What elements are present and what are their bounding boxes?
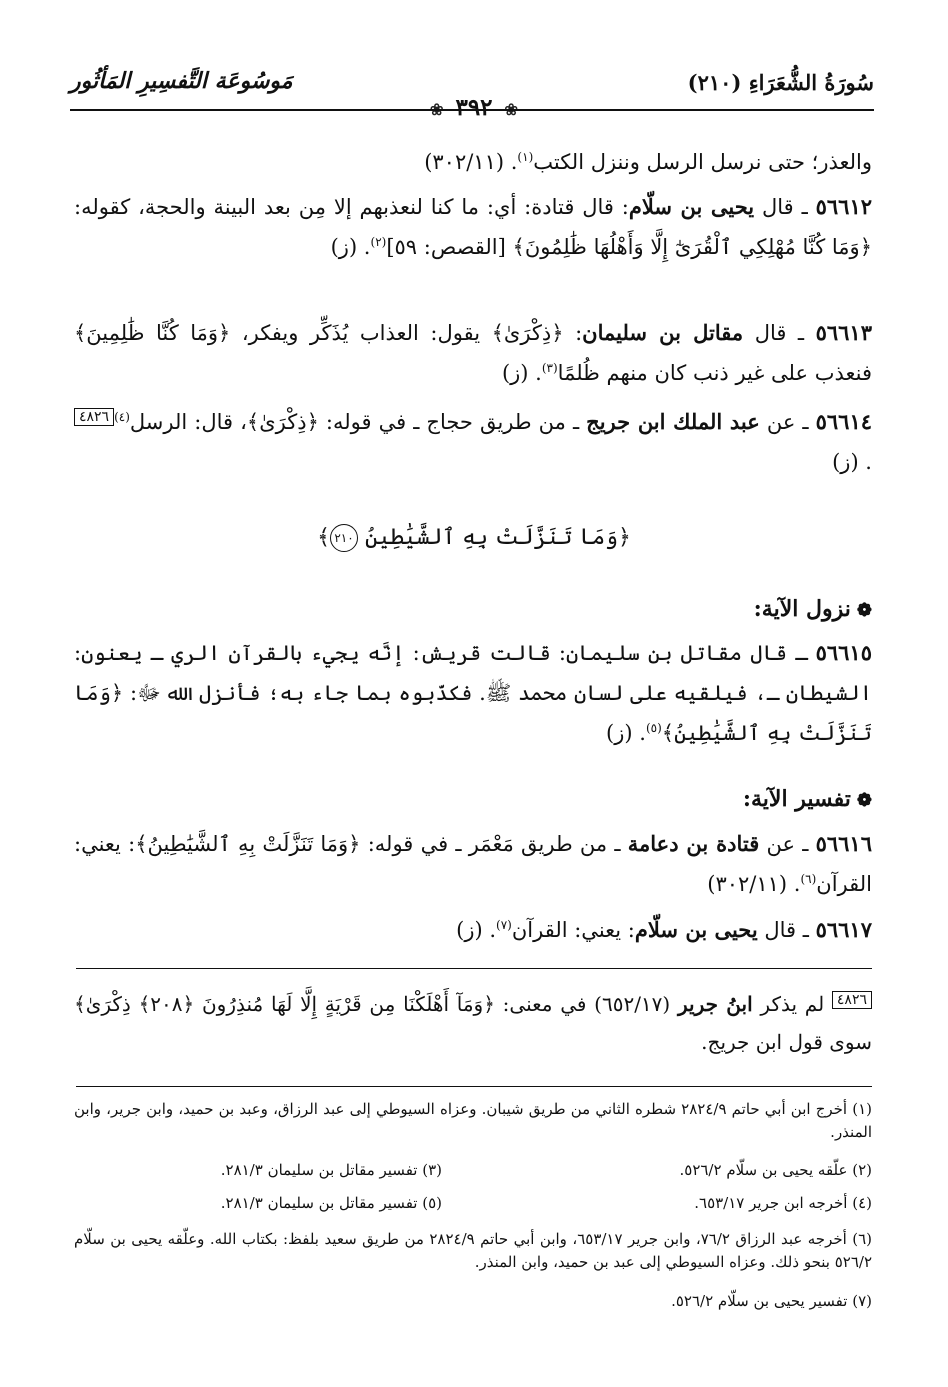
flower-icon: ❁ xyxy=(856,790,872,811)
ornament-icon: ❀ xyxy=(430,100,444,119)
footnote-5: (٥) تفسير مقاتل بن سليمان ٢٨١/٣. xyxy=(220,1194,442,1212)
footnote-ref[interactable]: (١) xyxy=(517,150,534,164)
ornament-icon: ❀ xyxy=(504,100,518,119)
footnote-rule xyxy=(76,1086,872,1087)
flower-icon: ❁ xyxy=(856,600,872,621)
narrator-name: عبد الملك ابن جريج xyxy=(586,409,760,434)
quran-quote: ﴿وَمَا تَنَزَّلَتْ بِهِ ٱلشَّيَٰطِينُ﴾ xyxy=(74,681,872,745)
page-number-row xyxy=(0,94,948,121)
narration-number: ٥٦٦١٦ xyxy=(815,831,872,856)
quran-quote: ﴿ذِكْرَىٰ﴾ xyxy=(246,410,319,434)
section-heading: ❁نزول الآية: xyxy=(753,596,872,622)
narration-number: ٥٦٦١٣ xyxy=(815,320,872,345)
narration-number: ٥٦٦١٢ xyxy=(815,194,873,219)
narrator-name: يحيى بن سلّام xyxy=(628,194,755,219)
footnote-ref[interactable]: (٣) xyxy=(541,361,558,375)
quran-quote: ﴿وَمَا كُنَّا ظَٰلِمِينَ﴾ xyxy=(74,321,231,345)
header-rule xyxy=(70,109,874,111)
ayah-text: ﴿وَمَا تَنَزَّلَتْ بِهِ ٱلشَّيَٰطِينُ xyxy=(364,525,631,550)
narration-56615: ٥٦٦١٥ ـ قال مقاتل بن سليمان: قالت قريش: إنَّه يجيء بالقرآن الري ـ يعنون: الشيطان ـ، فيلقيه على لسان محمد ﷺ. فكذّبوه بما جاء به؛ فأنزل الله ﷻ: ﴿وَمَا تَنَزَّلَتْ بِهِ ٱلشَّيَٰطِينُ﴾$^{(٥)}$. (ز) xyxy=(74,640,872,745)
note-box-number: ٤٨٢٦ xyxy=(832,991,872,1009)
narration-56612: ٥٦٦١٢ ـ قال يحيى بن سلّام: قال قتادة: أي: ما كنا لنعذبهم إلا مِن بعد البينة والحجة، كقوله: ﴿وَمَا كُنَّا مُهْلِكِي ٱلْقُرَىٰٓ إِلَّا وَأَهْلُهَا ظَٰلِمُونَ﴾ [القصص: ٥٩]$^{(٢)}$. (ز) xyxy=(74,194,873,259)
narrator-name: يحيى بن سلّام xyxy=(634,917,758,942)
section-heading: ❁تفسير الآية: xyxy=(742,786,872,812)
page-number: ٣٩٢ xyxy=(455,94,493,121)
footnote-2: (٢) علّقه يحيى بن سلّام ٥٢٦/٢. xyxy=(679,1161,872,1179)
footnote-ref[interactable]: (٦) xyxy=(800,872,817,886)
note-rule xyxy=(76,968,872,969)
footnote-ref[interactable]: (٤) xyxy=(114,410,130,424)
quran-quote: ﴿وَمَا كُنَّا مُهْلِكِي ٱلْقُرَىٰٓ إِلَّا وَأَهْلُهَا ظَٰلِمُونَ﴾ xyxy=(512,235,872,259)
editorial-note: ٤٨٢٦ لم يذكر ابنُ جرير (٦٥٢/١٧) في معنى: ﴿وَمَآ أَهْلَكْنَا مِن قَرْيَةٍ إِلَّا لَهَا مُنذِرُونَ ﴿٢٠٨﴾ ذِكْرَىٰ﴾ سوى قول ابن جريج. xyxy=(74,992,872,1054)
narrator-name: مقاتل بن سليمان xyxy=(582,320,744,345)
footnote-7: (٧) تفسير يحيى بن سلّام ٥٢٦/٢. xyxy=(671,1292,872,1310)
footnote-ref[interactable]: (٢) xyxy=(370,235,387,249)
footnote-1: (١) أخرج ابن أبي حاتم ٢٨٢٤/٩ شطره الثاني من طريق شيبان. وعزاه السيوطي إلى عبد الرزاق، وعبد بن حميد، وابن جرير، وابن المنذر. xyxy=(74,1100,873,1141)
paragraph: والعذر؛ حتى نرسل الرسل وننزل الكتب$^{(١)}$. (٣٠٢/١١) xyxy=(424,150,872,174)
narration-56616: ٥٦٦١٦ ـ عن قتادة بن دعامة ـ من طريق مَعْمَر ـ في قوله: ﴿وَمَا تَنَزَّلَتْ بِهِ ٱلشَّيَٰطِينُ﴾: يعني: القرآن$^{(٦)}$. (٣٠٢/١١) xyxy=(74,831,872,896)
footnote-ref[interactable]: (٥) xyxy=(645,721,662,735)
surah-title: سُورَةُ الشُّعَرَاءِ (٢١٠) xyxy=(687,70,874,95)
narration-number: ٥٦٦١٤ xyxy=(815,409,873,434)
narrator-name: قتادة بن دعامة xyxy=(627,831,760,856)
footnote-6: (٦) أخرجه عبد الرزاق ٧٦/٢، وابن جرير ٦٥٣/١٧، وابن أبي حاتم ٢٨٢٤/٩ من طريق سعيد بلفظ: بكتاب الله. وعلّقه يحيى بن سلّام ٥٢٦/٢ بنحو ذلك. وعزاه السيوطي إلى عبد بن حميد، وابن المنذر. xyxy=(74,1230,873,1271)
quran-quote: ﴿ذِكْرَىٰ﴾ xyxy=(491,321,564,345)
ayah-heading: ﴿وَمَا تَنَزَّلَتْ بِهِ ٱلشَّيَٰطِينُ ٢١٠﴾ xyxy=(317,525,631,550)
ayah-number-icon: ٢١٠ xyxy=(330,524,358,552)
footnote-4: (٤) أخرجه ابن جرير ٦٥٣/١٧. xyxy=(694,1194,872,1212)
narration-number: ٥٦٦١٧ xyxy=(815,917,872,942)
book-title: مَوسُوعَة التَّفسِيرِ المَأثُور xyxy=(70,68,293,94)
narration-56613: ٥٦٦١٣ ـ قال مقاتل بن سليمان: ﴿ذِكْرَىٰ﴾ يقول: العذاب يُذَكِّر ويفكر، ﴿وَمَا كُنَّا ظَٰلِمِينَ﴾ فنعذب على غير ذنب كان منهم ظُلمًا$^{(٣)}$. (ز) xyxy=(74,320,872,385)
author-name: ابنُ جرير xyxy=(677,992,753,1016)
quran-quote: ﴿وَمَآ أَهْلَكْنَا مِن قَرْيَةٍ إِلَّا لَهَا مُنذِرُونَ ﴿٢٠٨﴾ ذِكْرَىٰ﴾ xyxy=(74,992,495,1016)
narration-number: ٥٦٦١٥ xyxy=(815,640,872,665)
footnote-3: (٣) تفسير مقاتل بن سليمان ٢٨١/٣. xyxy=(220,1161,442,1179)
quran-quote: ﴿وَمَا تَنَزَّلَتْ بِهِ ٱلشَّيَٰطِينُ﴾ xyxy=(135,832,361,856)
note-box-ref[interactable]: ٤٨٢٦ xyxy=(74,408,114,426)
footnote-ref[interactable]: (٧) xyxy=(496,918,512,932)
narration-56614: ٥٦٦١٤ ـ عن عبد الملك ابن جريج ـ من طريق حجاج ـ في قوله: ﴿ذِكْرَىٰ﴾، قال: الرسل$^{(٤)}$٤٨٢٦. (ز) xyxy=(74,402,872,482)
narration-56617: ٥٦٦١٧ ـ قال يحيى بن سلّام: يعني: القرآن$^{(٧)}$. (ز) xyxy=(456,917,872,942)
